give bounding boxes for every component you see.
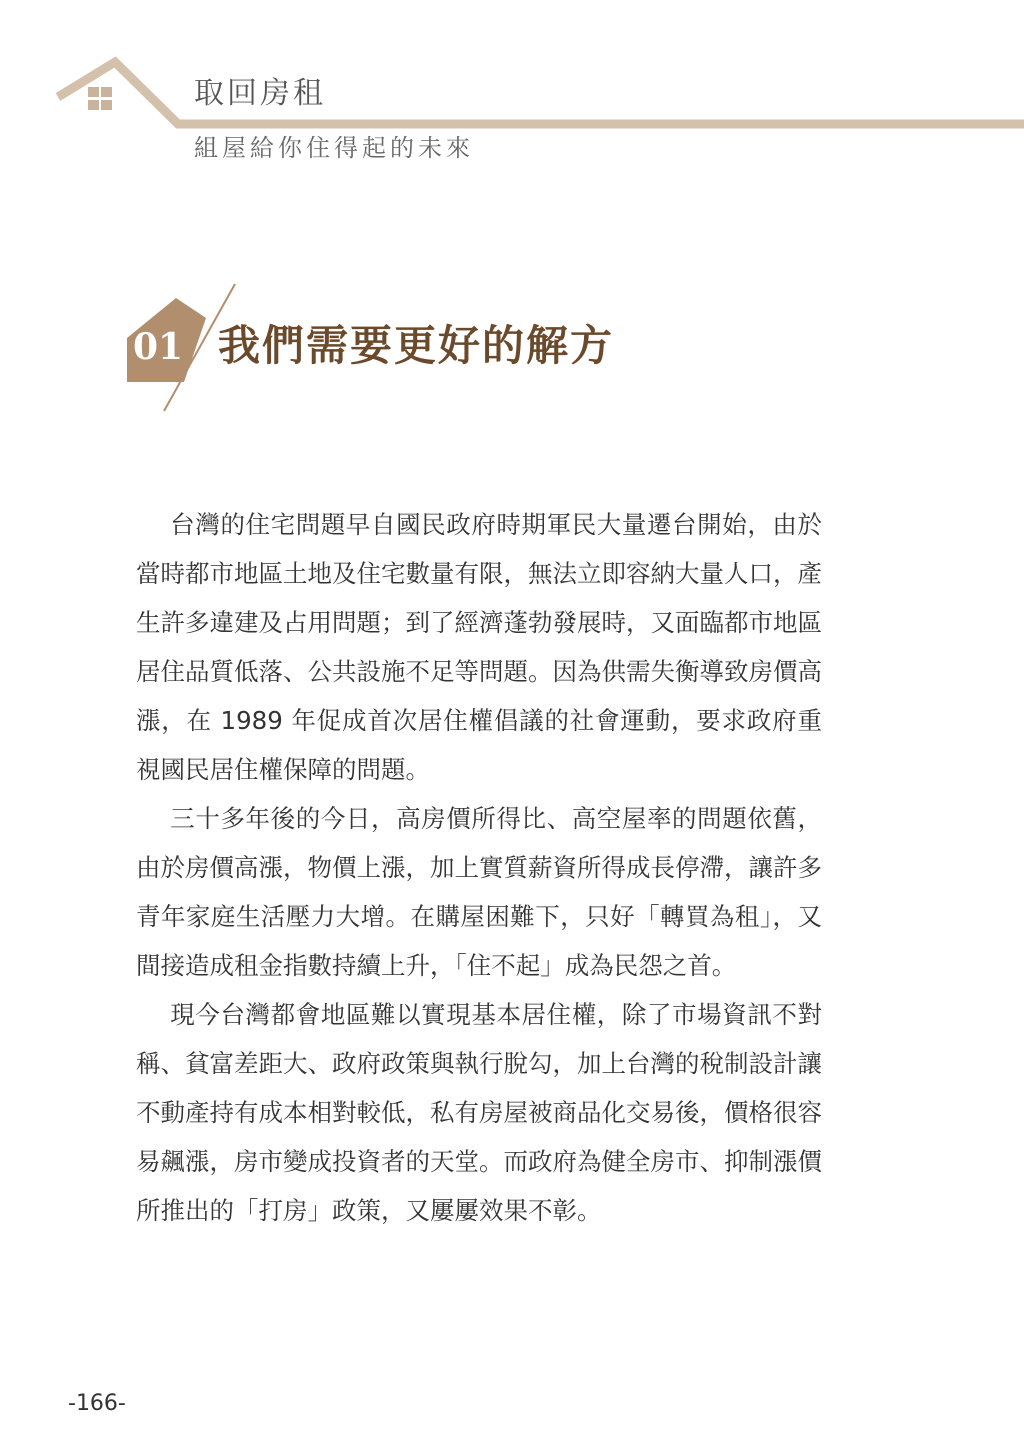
paragraph: 現今台灣都會地區難以實現基本居住權，除了市場資訊不對稱、貧富差距大、政府政策與執行脫勾，加上台灣的稅制設計讓不動產持有成本相對較低，私有房屋被商品化交易後，價格很容易飆漲，房市變成投資者的天堂。而政府為健全房市、抑制漲價所推出的「打房」政策，又屢屢效果不彰。 <box>136 1000 822 1225</box>
paragraph: 三十多年後的今日，高房價所得比、高空屋率的問題依舊，由於房價高漲，物價上漲，加上實質薪資所得成長停滯，讓許多青年家庭生活壓力大增。在購屋困難下，只好「轉買為租」，又間接造成租金指數持續上升，「住不起」成為民怨之首。 <box>136 804 822 980</box>
page-number: -166- <box>68 1391 126 1416</box>
chapter-number: 01 <box>133 326 184 368</box>
body-text <box>136 500 822 1235</box>
paragraph: 台灣的住宅問題早自國民政府時期軍民大量遷台開始，由於當時都市地區土地及住宅數量有限，無法立即容納大量人口，產生許多違建及占用問題；到了經濟蓬勃發展時，又面臨都市地區居住品質低落、公共設施不足等問題。因為供需失衡導致房價高漲，在 1989 年促成首次居住權倡議的社會運動，要求政府重視國民居住權保障的問題。 <box>136 510 822 784</box>
book-title: 取回房租 <box>194 76 326 111</box>
house-roof-icon <box>0 0 1024 140</box>
window-icon <box>88 87 112 110</box>
book-subtitle: 組屋給你住得起的未來 <box>194 134 474 162</box>
chapter-title: 我們需要更好的解方 <box>218 321 615 370</box>
